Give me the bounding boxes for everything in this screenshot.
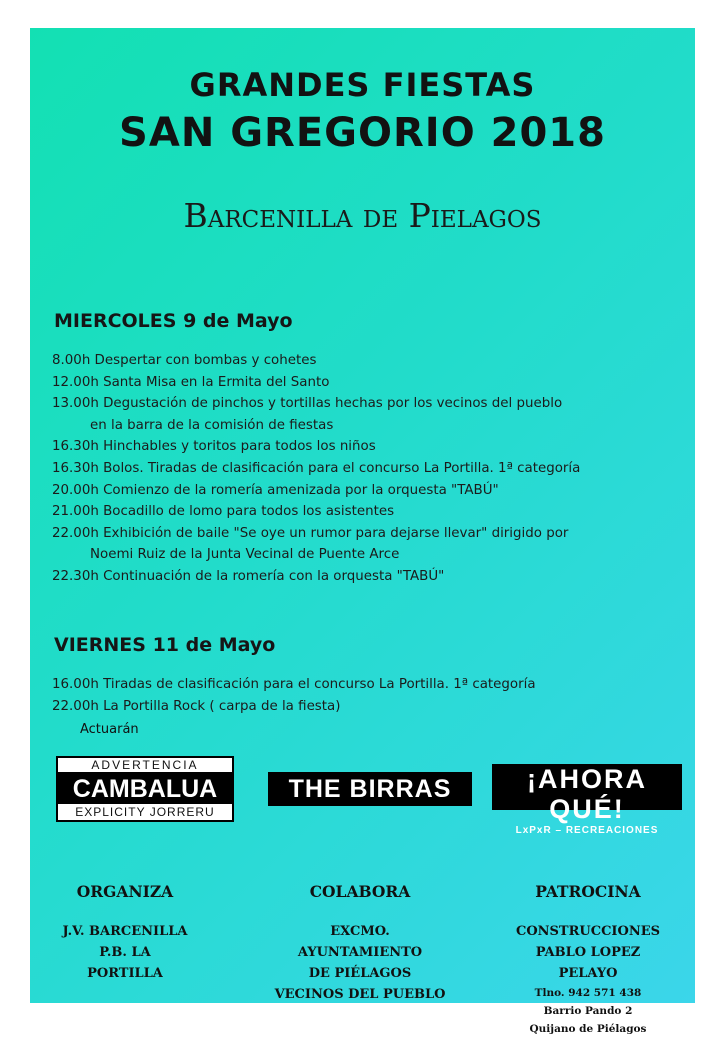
organiza-line: P.B. LA PORTILLA xyxy=(87,945,163,981)
colabora-line: EXCMO. AYUNTAMIENTO xyxy=(297,924,423,960)
day1-heading: MIERCOLES 9 de Mayo xyxy=(54,310,293,332)
cambalua-logo xyxy=(56,756,234,822)
patrocina-heading: PATROCINA xyxy=(535,882,641,901)
title-line-1: GRANDES FIESTAS xyxy=(189,66,536,104)
schedule-item: 22.30h Continuación de la romería con la orquesta "TABÚ" xyxy=(52,568,445,584)
colabora-line: VECINOS DEL PUEBLO xyxy=(274,987,446,1002)
title-line-2: SAN GREGORIO 2018 xyxy=(119,110,606,156)
actuaran-label: Actuarán xyxy=(80,722,139,737)
schedule-item: 16.30h Hinchables y toritos para todos los niños xyxy=(52,439,376,455)
patrocina-line: CONSTRUCCIONES xyxy=(515,924,661,939)
colabora-line: DE PIÉLAGOS xyxy=(308,966,412,981)
schedule-item: 22.00h Exhibición de baile "Se oye un rumor para dejarse llevar" dirigido por xyxy=(52,525,569,541)
colabora-heading: COLABORA xyxy=(309,882,411,901)
patrocina-address: Barrio Pando 2 xyxy=(543,1005,633,1017)
patrocina-town: Quijano de Piélagos xyxy=(529,1023,647,1035)
organiza-line: J.V. BARCENILLA xyxy=(62,924,188,939)
schedule-item-continuation: en la barra de la comisión de fiestas xyxy=(90,417,334,433)
schedule-item: 16.30h Bolos. Tiradas de clasificación para el concurso La Portilla. 1ª categoría xyxy=(52,460,581,476)
schedule-item: 21.00h Bocadillo de lomo para todos los asistentes xyxy=(52,504,395,520)
ahora-que-logo-name: ¡AHORA QUÉ! xyxy=(527,764,647,824)
schedule-item: 12.00h Santa Misa en la Ermita del Santo xyxy=(52,374,330,390)
schedule-item-continuation: Noemi Ruiz de la Junta Vecinal de Puente Arce xyxy=(90,547,400,563)
schedule-item: 8.00h Despertar con bombas y cohetes xyxy=(52,353,317,368)
day2-heading: VIERNES 11 de Mayo xyxy=(54,634,276,656)
cambalua-logo-name: CAMBALUA xyxy=(58,774,232,804)
schedule-item: 16.00h Tiradas de clasificación para el concurso La Portilla. 1ª categoría xyxy=(52,677,536,692)
patrocina-line: PABLO LOPEZ PELAYO xyxy=(535,945,641,981)
colabora-block xyxy=(268,882,452,1005)
ahora-que-logo xyxy=(492,764,682,836)
day1-schedule xyxy=(52,350,580,588)
schedule-item: 22.00h La Portilla Rock ( carpa de la fiesta) xyxy=(52,698,341,714)
schedule-item: 20.00h Comienzo de la romería amenizada por la orquesta "TABÚ" xyxy=(52,482,499,498)
poster xyxy=(30,28,695,1035)
cambalua-logo-top: ADVERTENCIA xyxy=(58,758,232,774)
ahora-que-logo-sub: LxPxR – RECREACIONES xyxy=(515,825,659,836)
day2-schedule xyxy=(52,674,536,717)
patrocina-phone: Tlno. 942 571 438 xyxy=(534,987,642,999)
patrocina-block xyxy=(508,882,668,1038)
the-birras-logo: THE BIRRAS xyxy=(268,772,472,806)
organiza-heading: ORGANIZA xyxy=(76,882,174,901)
schedule-item: 13.00h Degustación de pinchos y tortillas hechas por los vecinos del pueblo xyxy=(52,396,563,412)
organiza-block xyxy=(60,882,190,984)
location-subtitle: Barcenilla de Pielagos xyxy=(183,196,542,235)
cambalua-logo-bottom: EXPLICITY JORRERU xyxy=(75,805,215,819)
